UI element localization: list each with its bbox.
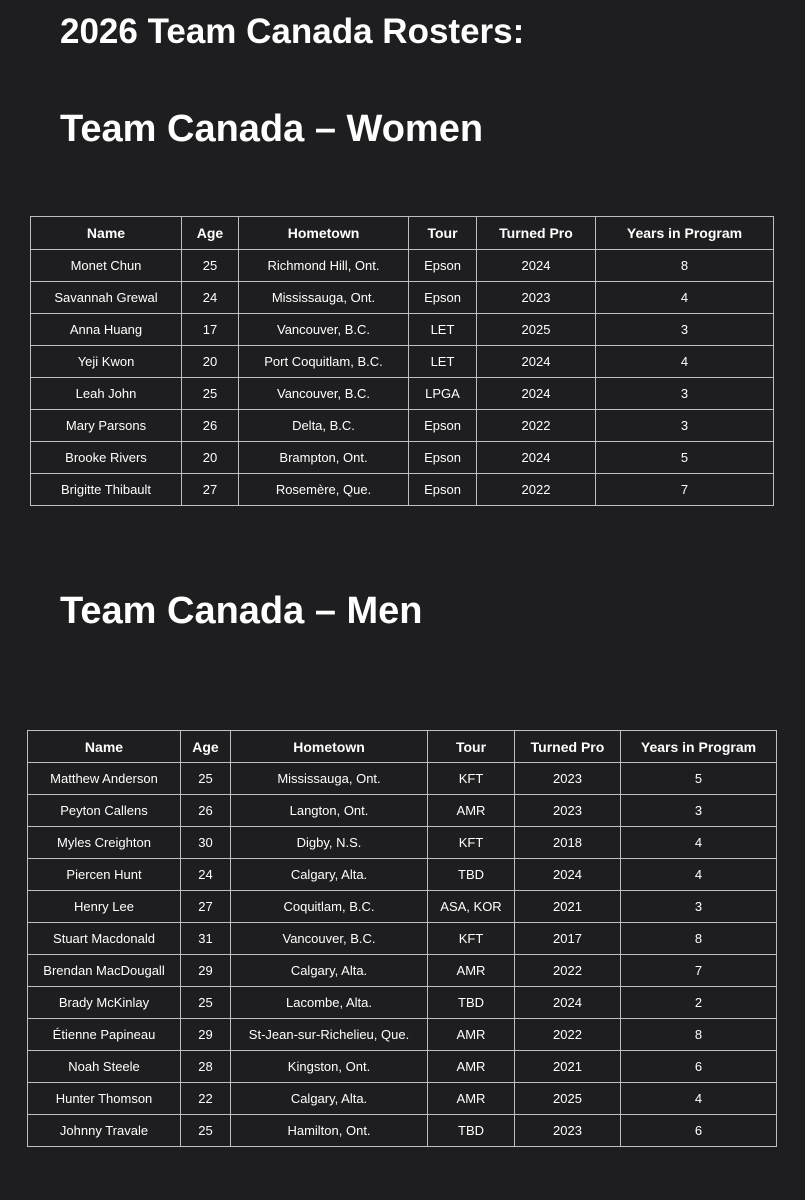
cell-hometown: Richmond Hill, Ont. (239, 250, 409, 282)
cell-age: 25 (182, 250, 239, 282)
cell-hometown: Vancouver, B.C. (239, 378, 409, 410)
cell-age: 26 (181, 795, 231, 827)
cell-turned-pro: 2024 (515, 859, 621, 891)
table-row (28, 827, 777, 859)
column-header-years-in-program: Years in Program (596, 217, 774, 250)
cell-years-in-program: 5 (621, 763, 777, 795)
cell-age: 25 (182, 378, 239, 410)
cell-turned-pro: 2017 (515, 923, 621, 955)
cell-tour: TBD (428, 987, 515, 1019)
cell-turned-pro: 2024 (477, 442, 596, 474)
cell-years-in-program: 3 (596, 378, 774, 410)
cell-age: 29 (181, 1019, 231, 1051)
cell-turned-pro: 2023 (515, 795, 621, 827)
column-header-name: Name (31, 217, 182, 250)
cell-age: 20 (182, 442, 239, 474)
cell-tour: Epson (409, 410, 477, 442)
cell-tour: Epson (409, 442, 477, 474)
cell-name: Myles Creighton (28, 827, 181, 859)
cell-turned-pro: 2024 (477, 378, 596, 410)
cell-age: 22 (181, 1083, 231, 1115)
cell-years-in-program: 8 (621, 1019, 777, 1051)
cell-hometown: Digby, N.S. (231, 827, 428, 859)
cell-hometown: Delta, B.C. (239, 410, 409, 442)
cell-age: 25 (181, 763, 231, 795)
women-table-header (31, 217, 774, 250)
cell-hometown: Mississauga, Ont. (239, 282, 409, 314)
women-roster-table (30, 216, 774, 506)
cell-tour: KFT (428, 763, 515, 795)
men-section-heading: Team Canada – Men (60, 590, 423, 632)
cell-age: 27 (182, 474, 239, 506)
cell-name: Brigitte Thibault (31, 474, 182, 506)
women-section-heading: Team Canada – Women (60, 108, 484, 150)
cell-years-in-program: 4 (596, 346, 774, 378)
cell-turned-pro: 2022 (477, 474, 596, 506)
table-row (31, 314, 774, 346)
table-row (28, 795, 777, 827)
men-table-body (28, 763, 777, 1147)
cell-turned-pro: 2022 (515, 1019, 621, 1051)
cell-age: 17 (182, 314, 239, 346)
cell-name: Piercen Hunt (28, 859, 181, 891)
cell-tour: AMR (428, 795, 515, 827)
table-row (28, 1083, 777, 1115)
cell-years-in-program: 3 (621, 795, 777, 827)
table-row (28, 1051, 777, 1083)
cell-turned-pro: 2021 (515, 1051, 621, 1083)
column-header-age: Age (182, 217, 239, 250)
cell-name: Johnny Travale (28, 1115, 181, 1147)
cell-name: Henry Lee (28, 891, 181, 923)
cell-age: 29 (181, 955, 231, 987)
cell-tour: Epson (409, 474, 477, 506)
table-row (28, 1115, 777, 1147)
cell-turned-pro: 2022 (515, 955, 621, 987)
table-row (28, 955, 777, 987)
cell-years-in-program: 4 (621, 1083, 777, 1115)
column-header-tour: Tour (409, 217, 477, 250)
cell-age: 25 (181, 987, 231, 1019)
cell-turned-pro: 2024 (515, 987, 621, 1019)
cell-years-in-program: 4 (621, 827, 777, 859)
cell-tour: AMR (428, 1083, 515, 1115)
cell-age: 28 (181, 1051, 231, 1083)
cell-name: Stuart Macdonald (28, 923, 181, 955)
cell-hometown: Mississauga, Ont. (231, 763, 428, 795)
cell-hometown: Coquitlam, B.C. (231, 891, 428, 923)
cell-hometown: Calgary, Alta. (231, 1083, 428, 1115)
column-header-hometown: Hometown (239, 217, 409, 250)
cell-tour: LET (409, 314, 477, 346)
cell-years-in-program: 6 (621, 1115, 777, 1147)
page-title: 2026 Team Canada Rosters: (60, 12, 525, 51)
cell-turned-pro: 2025 (477, 314, 596, 346)
column-header-age: Age (181, 731, 231, 763)
cell-age: 30 (181, 827, 231, 859)
cell-turned-pro: 2025 (515, 1083, 621, 1115)
cell-tour: KFT (428, 827, 515, 859)
cell-age: 24 (182, 282, 239, 314)
men-roster-table (27, 730, 777, 1147)
table-row (31, 282, 774, 314)
cell-name: Étienne Papineau (28, 1019, 181, 1051)
cell-name: Savannah Grewal (31, 282, 182, 314)
cell-age: 31 (181, 923, 231, 955)
women-table-body (31, 250, 774, 506)
cell-hometown: Vancouver, B.C. (231, 923, 428, 955)
cell-turned-pro: 2023 (515, 763, 621, 795)
cell-name: Yeji Kwon (31, 346, 182, 378)
cell-hometown: Kingston, Ont. (231, 1051, 428, 1083)
cell-years-in-program: 8 (596, 250, 774, 282)
cell-tour: AMR (428, 1019, 515, 1051)
cell-age: 20 (182, 346, 239, 378)
cell-hometown: Hamilton, Ont. (231, 1115, 428, 1147)
cell-name: Noah Steele (28, 1051, 181, 1083)
table-row (31, 250, 774, 282)
table-row (28, 1019, 777, 1051)
cell-years-in-program: 7 (596, 474, 774, 506)
cell-tour: LET (409, 346, 477, 378)
cell-tour: AMR (428, 955, 515, 987)
cell-tour: ASA, KOR (428, 891, 515, 923)
column-header-name: Name (28, 731, 181, 763)
cell-name: Mary Parsons (31, 410, 182, 442)
cell-tour: Epson (409, 282, 477, 314)
cell-turned-pro: 2023 (515, 1115, 621, 1147)
cell-hometown: Rosemère, Que. (239, 474, 409, 506)
cell-tour: LPGA (409, 378, 477, 410)
cell-name: Brady McKinlay (28, 987, 181, 1019)
cell-name: Monet Chun (31, 250, 182, 282)
cell-turned-pro: 2018 (515, 827, 621, 859)
cell-years-in-program: 4 (596, 282, 774, 314)
cell-years-in-program: 2 (621, 987, 777, 1019)
column-header-hometown: Hometown (231, 731, 428, 763)
table-row (31, 474, 774, 506)
table-row (31, 410, 774, 442)
cell-turned-pro: 2024 (477, 250, 596, 282)
cell-hometown: Langton, Ont. (231, 795, 428, 827)
column-header-tour: Tour (428, 731, 515, 763)
cell-hometown: Port Coquitlam, B.C. (239, 346, 409, 378)
cell-turned-pro: 2021 (515, 891, 621, 923)
cell-name: Anna Huang (31, 314, 182, 346)
cell-tour: TBD (428, 859, 515, 891)
column-header-years-in-program: Years in Program (621, 731, 777, 763)
cell-years-in-program: 3 (621, 891, 777, 923)
cell-age: 25 (181, 1115, 231, 1147)
table-row (28, 987, 777, 1019)
table-row (31, 346, 774, 378)
cell-name: Brendan MacDougall (28, 955, 181, 987)
column-header-turned-pro: Turned Pro (477, 217, 596, 250)
cell-hometown: Calgary, Alta. (231, 955, 428, 987)
cell-name: Peyton Callens (28, 795, 181, 827)
table-row (31, 378, 774, 410)
cell-age: 24 (181, 859, 231, 891)
cell-years-in-program: 3 (596, 410, 774, 442)
cell-hometown: Brampton, Ont. (239, 442, 409, 474)
cell-name: Matthew Anderson (28, 763, 181, 795)
cell-years-in-program: 6 (621, 1051, 777, 1083)
cell-tour: TBD (428, 1115, 515, 1147)
header-row (28, 731, 777, 763)
cell-years-in-program: 3 (596, 314, 774, 346)
cell-years-in-program: 5 (596, 442, 774, 474)
cell-years-in-program: 4 (621, 859, 777, 891)
table-row (31, 442, 774, 474)
table-row (28, 859, 777, 891)
header-row (31, 217, 774, 250)
cell-name: Hunter Thomson (28, 1083, 181, 1115)
cell-hometown: Vancouver, B.C. (239, 314, 409, 346)
cell-age: 27 (181, 891, 231, 923)
cell-hometown: Calgary, Alta. (231, 859, 428, 891)
cell-hometown: Lacombe, Alta. (231, 987, 428, 1019)
column-header-turned-pro: Turned Pro (515, 731, 621, 763)
cell-turned-pro: 2023 (477, 282, 596, 314)
cell-turned-pro: 2022 (477, 410, 596, 442)
cell-name: Leah John (31, 378, 182, 410)
cell-tour: Epson (409, 250, 477, 282)
cell-age: 26 (182, 410, 239, 442)
table-row (28, 763, 777, 795)
cell-years-in-program: 8 (621, 923, 777, 955)
cell-years-in-program: 7 (621, 955, 777, 987)
cell-turned-pro: 2024 (477, 346, 596, 378)
cell-hometown: St-Jean-sur-Richelieu, Que. (231, 1019, 428, 1051)
men-table-header (28, 731, 777, 763)
cell-tour: AMR (428, 1051, 515, 1083)
cell-tour: KFT (428, 923, 515, 955)
table-row (28, 923, 777, 955)
table-row (28, 891, 777, 923)
cell-name: Brooke Rivers (31, 442, 182, 474)
